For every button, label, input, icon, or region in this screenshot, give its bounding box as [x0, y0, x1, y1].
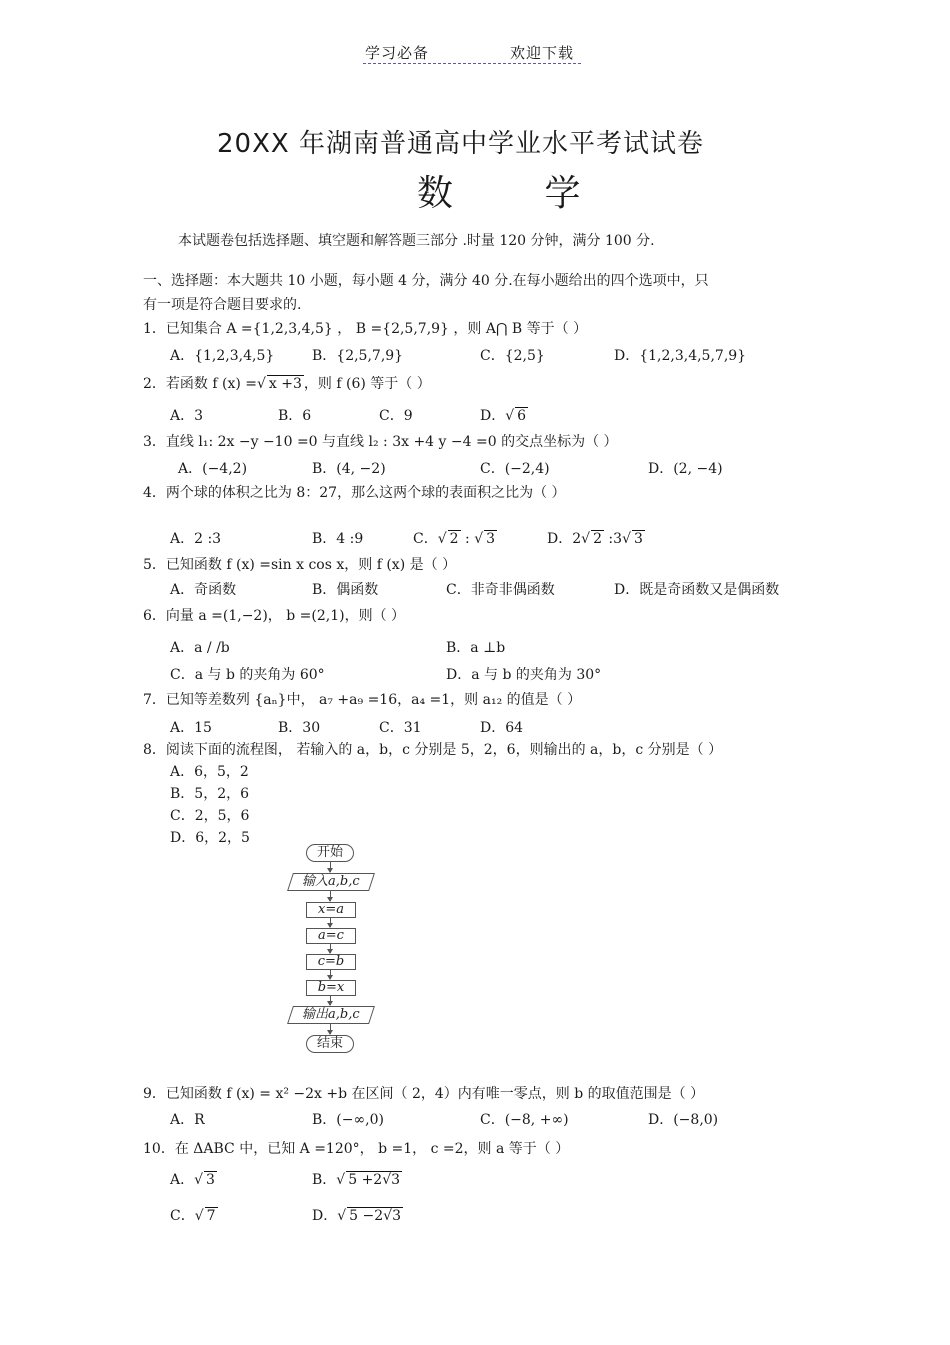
q4-option-c: C．√ 2 : √ 3	[413, 528, 497, 548]
q4-c-rad2: 3	[486, 531, 496, 547]
sqrt-symbol	[257, 376, 266, 392]
q6-option-b: B．a ⊥b	[446, 640, 506, 656]
q10-option-c	[170, 1205, 218, 1225]
q2-radicand: x +3	[268, 376, 302, 392]
q9-option-c: C．(−8, +∞)	[480, 1112, 569, 1128]
sqrt-symbol	[622, 531, 631, 547]
sqrt-symbol	[505, 408, 514, 424]
flow-step-a: a=c	[306, 928, 356, 944]
flow-input	[287, 873, 375, 891]
flow-arrow	[330, 861, 331, 872]
q10-c-rad: 7	[206, 1208, 216, 1224]
exam-intro: 本试题卷包括选择题、填空题和解答题三部分 .时量 120 分钟，满分 100 分.	[178, 233, 655, 249]
flow-arrow	[330, 890, 331, 901]
q4-d-rad2: 3	[633, 531, 643, 547]
question-1: 1．已知集合 A ={1,2,3,4,5} ， B ={2,5,7,9} ，则 A⋂ B 等于（ ）	[143, 321, 588, 337]
sqrt-symbol	[195, 1208, 204, 1224]
q2-option-c: C．9	[379, 408, 413, 424]
q4-option-c-label: C．	[413, 531, 438, 547]
q4-option-d-label: D．2	[547, 531, 582, 547]
question-6: 6．向量 a =(1,−2)， b =(2,1)，则（ ）	[143, 608, 406, 624]
q4-c-rad1: 2	[449, 531, 459, 547]
flow-arrow	[330, 1023, 331, 1034]
q6-option-d: D．a 与 b 的夹角为 30°	[446, 667, 602, 683]
q10-option-d-label: D．	[312, 1208, 338, 1224]
flow-step-c: c=b	[306, 954, 356, 970]
sqrt-symbol	[438, 531, 447, 547]
q2-option-d-radicand: 6	[517, 408, 527, 424]
sqrt-symbol	[194, 1172, 203, 1188]
question-7: 7．已知等差数列 {aₙ}中， a₇ +a₉ =16，a₄ =1，则 a₁₂ 的值是（ ）	[143, 692, 582, 708]
q8-option-a: A．6，5，2	[170, 764, 249, 780]
q10-option-d	[312, 1205, 403, 1225]
q10-option-b	[312, 1169, 402, 1189]
flow-step-x: x=a	[306, 902, 356, 918]
flow-input-label: 输入a,b,c	[302, 874, 360, 889]
q2-option-a: A．3	[170, 408, 204, 424]
q5-option-b: B．偶函数	[312, 582, 379, 598]
header-right: 欢迎下载	[510, 44, 575, 62]
header-left: 学习必备	[365, 44, 430, 62]
question-4: 4．两个球的体积之比为 8：27，那么这两个球的表面积之比为（ ）	[143, 485, 566, 501]
flow-output-label: 输出a,b,c	[302, 1007, 360, 1022]
q2-stem-post: ，则 f (6) 等于（ ）	[303, 376, 431, 392]
q9-option-d: D．(−8,0)	[648, 1112, 719, 1128]
q9-option-b: B．(−∞,0)	[312, 1112, 384, 1128]
q1-option-c: C．{2,5}	[480, 348, 545, 364]
flow-start: 开始	[306, 844, 354, 862]
q10-a-rad: 3	[206, 1172, 215, 1188]
q9-option-a: A．R	[170, 1112, 205, 1128]
q5-option-d: D．既是奇函数又是偶函数	[614, 582, 780, 598]
q10-d-rad: 5 −2√3	[349, 1208, 401, 1224]
q10-option-a-label: A．	[170, 1172, 195, 1188]
sqrt-symbol	[581, 531, 590, 547]
q8-option-b: B．5，2，6	[170, 786, 250, 802]
q8-option-c: C．2，5，6	[170, 808, 250, 824]
q1-option-d: D．{1,2,3,4,5,7,9}	[614, 348, 747, 364]
q2-option-d-label: D．	[480, 408, 506, 424]
question-3: 3．直线 l₁: 2x −y −10 =0 与直线 l₂ : 3x +4 y −4 =0 的交点坐标为（ ）	[143, 434, 618, 450]
q7-option-b: B．30	[278, 720, 321, 736]
question-8: 8．阅读下面的流程图， 若输入的 a，b，c 分别是 5，2，6，则输出的 a，b，c 分别是（ ）	[143, 742, 723, 758]
q6-option-a: A．a / /b	[170, 640, 230, 656]
q2-option-b: B．6	[278, 408, 312, 424]
q2-stem-pre: 2．若函数 f (x) =	[143, 376, 257, 392]
q7-option-a: A．15	[170, 720, 212, 736]
q3-option-c: C．(−2,4)	[480, 461, 550, 477]
sqrt-symbol	[336, 1172, 345, 1188]
q3-option-d: D．(2, −4)	[648, 461, 723, 477]
subject-title: 数 学	[417, 173, 621, 214]
flow-arrow	[330, 969, 331, 979]
q4-d-rad1: 2	[593, 531, 602, 547]
sqrt-symbol	[337, 1208, 346, 1224]
q2-option-d	[480, 405, 528, 425]
q10-option-c-label: C．	[170, 1208, 195, 1224]
q10-option-b-label: B．	[312, 1172, 337, 1188]
q6-option-c: C．a 与 b 的夹角为 60°	[170, 667, 325, 683]
flow-arrow	[330, 917, 331, 927]
page-title: 20XX 年湖南普通高中学业水平考试试卷	[217, 129, 704, 159]
q8-option-d: D．6，2，5	[170, 830, 250, 846]
header-divider	[363, 63, 581, 64]
question-2	[143, 373, 431, 393]
q7-option-c: C．31	[379, 720, 422, 736]
q10-b-rad: 5 +2√3	[348, 1172, 401, 1188]
q4-option-a: A．2 :3	[170, 531, 222, 547]
q7-option-d: D．64	[480, 720, 524, 736]
question-5: 5．已知函数 f (x) =sin x cos x，则 f (x) 是（ ）	[143, 557, 457, 573]
flow-arrow	[330, 943, 331, 953]
q3-option-b: B．(4, −2)	[312, 461, 386, 477]
question-10: 10．在 ΔABC 中，已知 A =120°， b =1， c =2，则 a 等于（ ）	[143, 1141, 570, 1157]
q5-option-a: A．奇函数	[170, 582, 237, 598]
sqrt-symbol	[474, 531, 483, 547]
q3-option-a: A．(−4,2)	[178, 461, 248, 477]
q1-option-a: A．{1,2,3,4,5}	[170, 348, 275, 364]
flow-step-b: b=x	[306, 980, 356, 996]
flow-end: 结束	[306, 1035, 354, 1053]
flow-output	[287, 1006, 375, 1024]
section-heading-line2: 有一项是符合题目要求的.	[143, 297, 302, 313]
q5-option-c: C．非奇非偶函数	[446, 582, 555, 598]
q10-option-a	[170, 1169, 217, 1189]
q4-option-b: B．4 :9	[312, 531, 364, 547]
q4-option-d: D．2√ 2 :3√ 3	[547, 528, 645, 548]
q1-option-b: B．{2,5,7,9}	[312, 348, 404, 364]
flow-arrow	[330, 995, 331, 1005]
section-heading-line1: 一、选择题：本大题共 10 小题，每小题 4 分，满分 40 分.在每小题给出的四个选项中，只	[143, 273, 709, 289]
question-9: 9．已知函数 f (x) = x² −2x +b 在区间（ 2，4）内有唯一零点，则 b 的取值范围是（ ）	[143, 1086, 705, 1102]
